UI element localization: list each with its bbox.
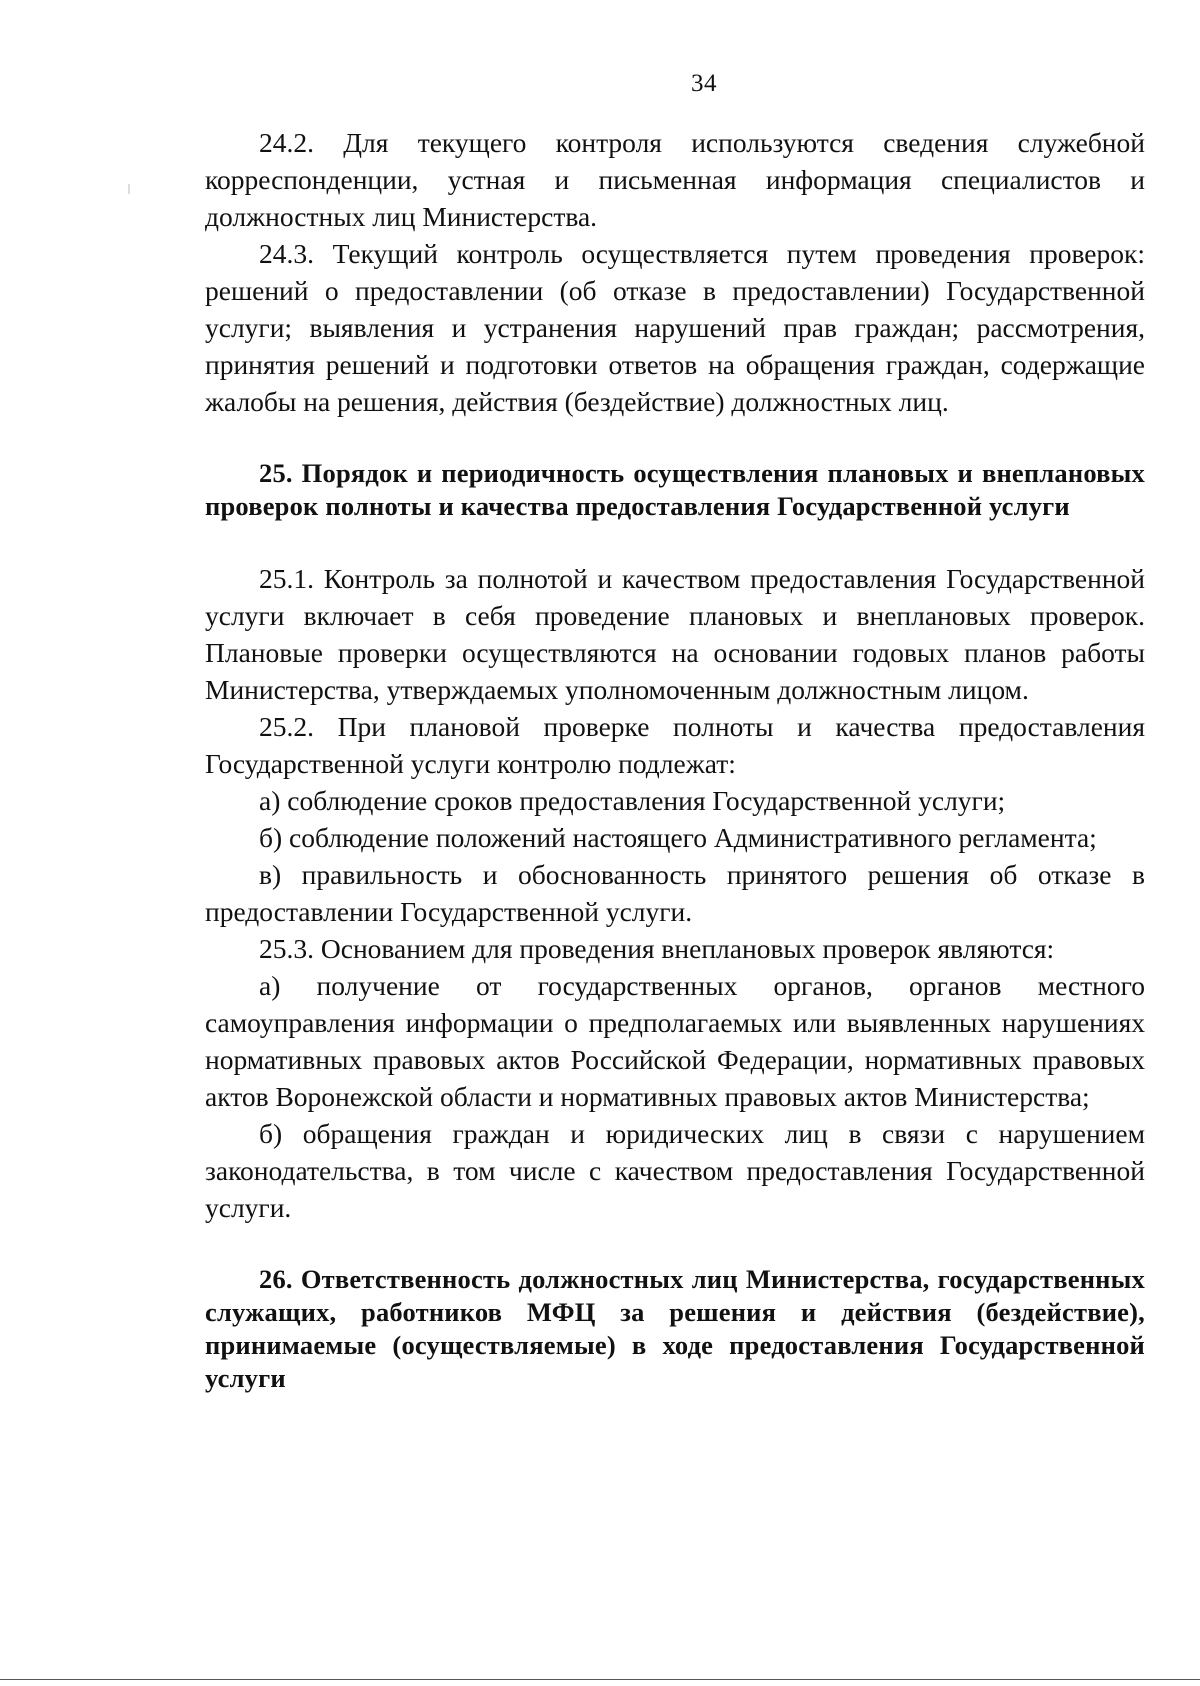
paragraph-24-2: 24.2. Для текущего контроля используются сведения служебной корреспонденции, устная и письменная информация специалистов и должностных лиц Министерства.: [205, 127, 1145, 232]
list-item-25-3-b: б) обращения граждан и юридических лиц в связи с нарушением законодательства, в том числе с качеством предоставления Государственной услуги.: [205, 1118, 1145, 1223]
bottom-edge-line: [0, 1679, 1200, 1680]
list-item-25-3-a: а) получение от государственных органов, органов местного самоуправления информации о предполагаемых или выявленных нарушениях нормативных правовых актов Российской Федерации, нормативных правовых актов Воронежской области и нормативных правовых актов Министерства;: [205, 970, 1145, 1112]
paragraph-25-1: 25.1. Контроль за полнотой и качеством предоставления Государственной услуги включает в себя проведение плановых и внеплановых проверок. Плановые проверки осуществляются на основании годовых планов работы Министерства, утверждаемых уполномоченным должностным лицом.: [205, 563, 1145, 705]
paragraph-25-3: 25.3. Основанием для проведения внеплановых проверок являются:: [259, 933, 1055, 964]
section-heading-25: 25. Порядок и периодичность осуществления плановых и внеплановых проверок полноты и качества предоставления Государственной услуги: [205, 458, 1145, 521]
paragraph-24-3: 24.3. Текущий контроль осуществляется путем проведения проверок: решений о предоставлении (об отказе в предоставлении) Государственной услуги; выявления и устранения нарушений прав граждан; рассмотрения, принятия решений и подготовки ответов на обращения граждан, содержащие жалобы на решения, действия (бездействие) должностных лиц.: [205, 238, 1145, 417]
paragraph-25-2: 25.2. При плановой проверке полноты и качества предоставления Государственной услуги контролю подлежат:: [205, 711, 1145, 779]
list-item-25-2-a: а) соблюдение сроков предоставления Государственной услуги;: [259, 785, 1006, 816]
list-item-25-2-v: в) правильность и обоснованность принятого решения об отказе в предоставлении Государственной услуги.: [205, 859, 1145, 927]
page-number: 34: [691, 70, 717, 97]
list-item-25-2-b: б) соблюдение положений настоящего Административного регламента;: [259, 822, 1097, 853]
document-body: [205, 124, 1145, 1395]
scan-mark: [128, 184, 130, 194]
section-25-body: [205, 560, 1145, 1226]
section-heading-26: 26. Ответственность должностных лиц Министерства, государственных служащих, работников МФЦ за решения и действия (бездействие), принимаемые (осуществляемые) в ходе предоставления Государственной услуги: [205, 1264, 1145, 1393]
